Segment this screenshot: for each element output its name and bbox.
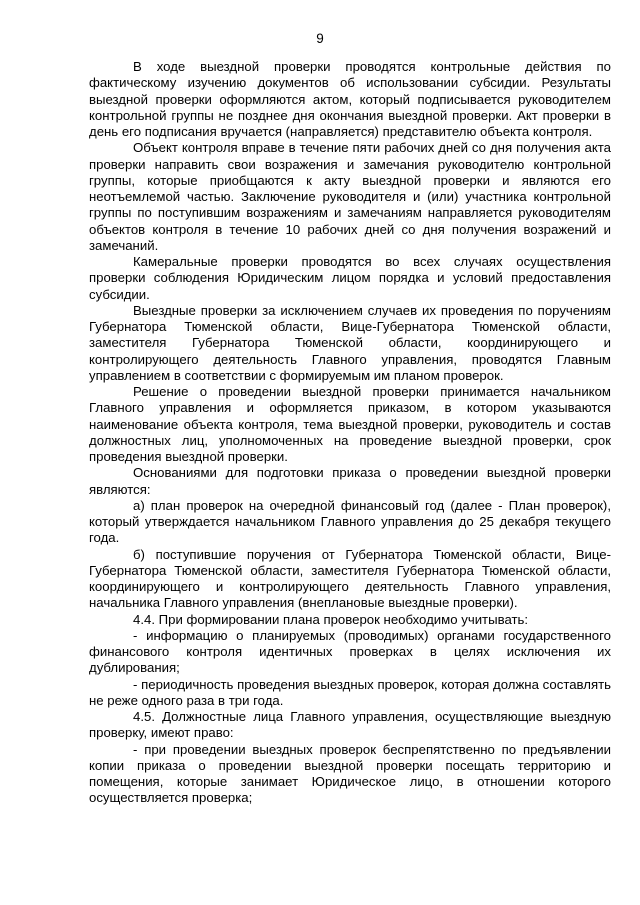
paragraph: В ходе выездной проверки проводятся контрольные действия по фактическому изучению документов об использовании субсидии. Результаты выездной проверки оформляются актом, который подписывается руководителем контрольной группы не позднее дня окончания выездной проверки. Акт проверки в день его подписания вручается (направляется) представителю объекта контроля. xyxy=(89,59,611,139)
paragraph: Основаниями для подготовки приказа о проведении выездной проверки являются: xyxy=(89,465,611,497)
document-body xyxy=(89,59,611,807)
page-number: 9 xyxy=(316,31,324,46)
list-item: - периодичность проведения выездных проверок, которая должна составлять не реже одного раза в три года. xyxy=(89,676,611,708)
section-heading: 4.4. При формировании плана проверок необходимо учитывать: xyxy=(133,611,529,627)
paragraph: Объект контроля вправе в течение пяти рабочих дней со дня получения акта проверки направить свои возражения и замечания руководителю контрольной группы, которые приобщаются к акту выездной проверки и являются его неотъемлемой частью. Заключение руководителя и (или) участника контрольной группы по поступившим возражениям и замечаниям направляется руководителям объектов контроля в течение 10 рабочих дней со дня получения возражений и замечаний. xyxy=(89,140,611,253)
section-heading: 4.5. Должностные лица Главного управления, осуществляющие выездную проверку, имеют право: xyxy=(89,709,611,741)
paragraph: Камеральные проверки проводятся во всех случаях осуществления проверки соблюдения Юридическим лицом порядка и условий предоставления субсидии. xyxy=(89,254,611,302)
list-item: - при проведении выездных проверок беспрепятственно по предъявлении копии приказа о проведении выездной проверки посещать территорию и помещения, которые занимает Юридическое лицо, в отношении которого осуществляется проверка; xyxy=(89,741,611,806)
list-item: - информацию о планируемых (проводимых) органами государственного финансового контроля идентичных проверках в целях исключения их дублирования; xyxy=(89,627,611,676)
list-item: б) поступившие поручения от Губернатора Тюменской области, Вице-Губернатора Тюменской области, заместителя Губернатора Тюменской области, координирующего и контролирующего деятельность Главного управления, начальника Главного управления (внеплановые выездные проверки). xyxy=(89,546,611,611)
list-item: а) план проверок на очередной финансовый год (далее - План проверок), который утверждается начальником Главного управления до 25 декабря текущего года. xyxy=(89,497,611,546)
paragraph: Решение о проведении выездной проверки принимается начальником Главного управления и оформляется приказом, в котором указываются наименование объекта контроля, тема выездной проверки, руководитель и состав должностных лиц, уполномоченных на проведение выездной проверки, срок проведения выездной проверки. xyxy=(89,384,611,464)
paragraph: Выездные проверки за исключением случаев их проведения по поручениям Губернатора Тюменской области, Вице-Губернатора Тюменской области, заместителя Губернатора Тюменской области, координирующего и контролирующего деятельность Главного управления, проводятся Главным управлением в соответствии с формируемым им планом проверок. xyxy=(89,302,611,383)
